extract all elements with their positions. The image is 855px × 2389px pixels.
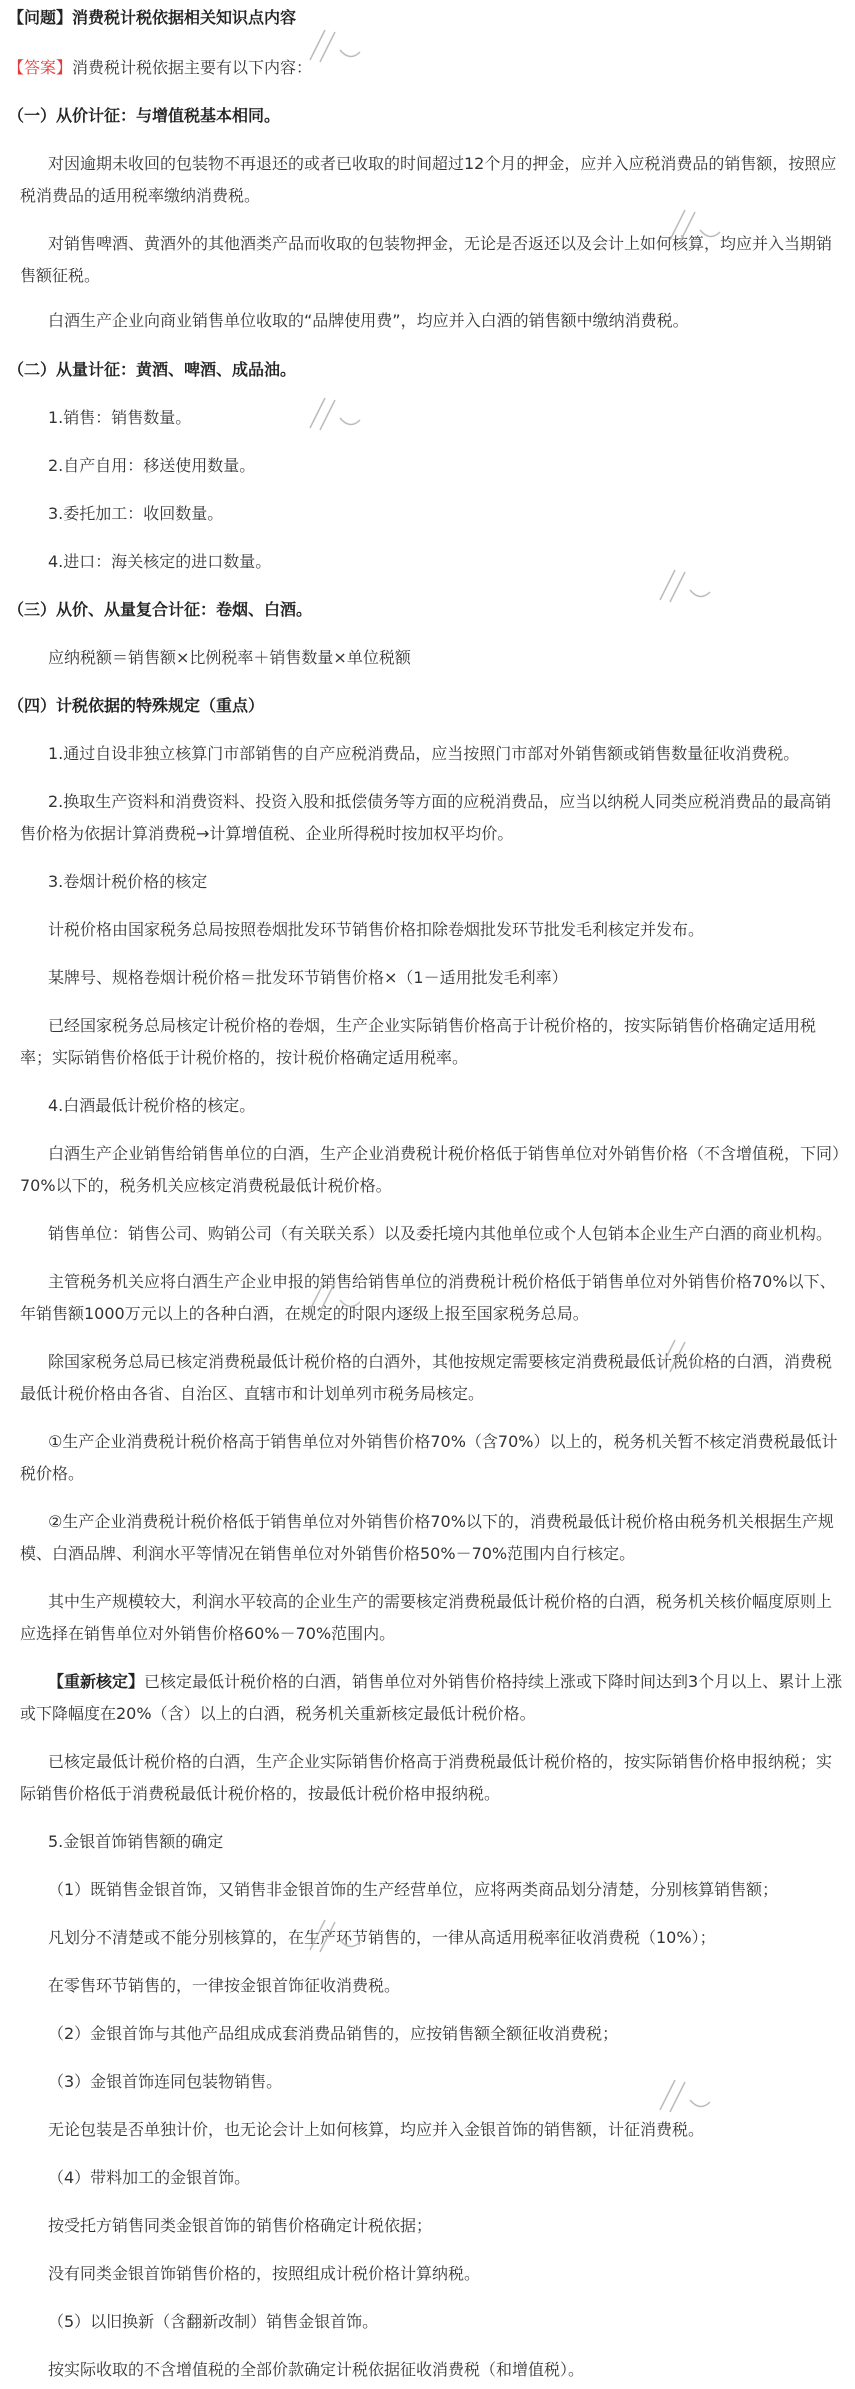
watermark-scribble-icon <box>300 1910 370 1960</box>
section-4-paragraph: 白酒生产企业销售给销售单位的白酒，生产企业消费税计税价格低于销售单位对外销售价格（不含增值税，下同）70%以下的，税务机关应核定消费税最低计税价格。 <box>20 1144 841 1195</box>
section-4-paragraph: 按实际收取的不含增值税的全部价款确定计税依据征收消费税（和增值税）。 <box>48 2360 585 2379</box>
answer-text: 消费税计税依据主要有以下内容： <box>72 58 313 77</box>
section-4-paragraph: 5.金银首饰销售额的确定 <box>48 1832 224 1851</box>
section-4-paragraph: （2）金银首饰与其他产品组成成套消费品销售的，应按销售额全额征收消费税； <box>48 2024 619 2043</box>
section-1-paragraph: 对因逾期未收回的包装物不再退还的或者已收取的时间超过12个月的押金，应并入应税消费品的销售额，按照应税消费品的适用税率缴纳消费税。 <box>20 154 837 205</box>
section-4-paragraph: ①生产企业消费税计税价格高于销售单位对外销售价格70%（含70%）以上的，税务机关暂不核定消费税最低计税价格。 <box>20 1432 838 1483</box>
section-4-paragraph: 1.通过自设非独立核算门市部销售的自产应税消费品，应当按照门市部对外销售额或销售数量征收消费税。 <box>48 744 800 763</box>
watermark-scribble-icon <box>650 2070 720 2120</box>
section-1-heading: （一）从价计征：与增值税基本相同。 <box>8 106 281 125</box>
section-4-heading: （四）计税依据的特殊规定（重点） <box>8 696 265 715</box>
section-4-paragraph: 除国家税务总局已核定消费税最低计税价格的白酒外，其他按规定需要核定消费税最低计税价格的白酒，消费税最低计税价格由各省、自治区、直辖市和计划单列市税务局核定。 <box>20 1352 833 1403</box>
section-4-paragraph: 主管税务机关应将白酒生产企业申报的销售给销售单位的消费税计税价格低于销售单位对外销售价格70%以下、年销售额1000万元以上的各种白酒，在规定的时限内逐级上报至国家税务总局。 <box>20 1272 836 1323</box>
watermark-scribble-icon <box>300 388 370 438</box>
section-4-paragraph: 在零售环节销售的，一律按金银首饰征收消费税。 <box>48 1976 401 1995</box>
re-verify-tag: 【重新核定】 <box>48 1672 145 1691</box>
re-verify-text: 已核定最低计税价格的白酒，销售单位对外销售价格持续上涨或下降时间达到3个月以上、累计上涨或下降幅度在20%（含）以上的白酒，税务机关重新核定最低计税价格。 <box>20 1672 843 1723</box>
section-4-paragraph: 已经国家税务总局核定计税价格的卷烟，生产企业实际销售价格高于计税价格的，按实际销售价格确定适用税率；实际销售价格低于计税价格的，按计税价格确定适用税率。 <box>20 1016 817 1067</box>
section-4-paragraph: 已核定最低计税价格的白酒，生产企业实际销售价格高于消费税最低计税价格的，按实际销售价格申报纳税；实际销售价格低于消费税最低计税价格的，按最低计税价格申报纳税。 <box>20 1752 833 1803</box>
watermark-scribble-icon <box>650 1330 720 1380</box>
section-4-paragraph: 销售单位：销售公司、购销公司（有关联关系）以及委托境内其他单位或个人包销本企业生产白酒的商业机构。 <box>48 1224 833 1243</box>
section-3-heading: （三）从价、从量复合计征：卷烟、白酒。 <box>8 600 313 619</box>
list-item: 2.自产自用：移送使用数量。 <box>48 456 256 475</box>
section-4-paragraph: 4.白酒最低计税价格的核定。 <box>48 1096 256 1115</box>
list-item: 3.委托加工：收回数量。 <box>48 504 224 523</box>
section-4-paragraph: 无论包装是否单独计价，也无论会计上如何核算，均应并入金银首饰的销售额，计征消费税。 <box>48 2120 705 2139</box>
section-2-heading: （二）从量计征：黄酒、啤酒、成品油。 <box>8 360 297 379</box>
section-4-paragraph: 其中生产规模较大，利润水平较高的企业生产的需要核定消费税最低计税价格的白酒，税务机关核价幅度原则上应选择在销售单位对外销售价格60%－70%范围内。 <box>20 1592 833 1643</box>
answer-line <box>8 52 847 84</box>
watermark-scribble-icon <box>300 1270 370 1320</box>
section-4-paragraph: ②生产企业消费税计税价格低于销售单位对外销售价格70%以下的，消费税最低计税价格由税务机关根据生产规模、白酒品牌、利润水平等情况在销售单位对外销售价格50%－70%范围内自行核定。 <box>20 1512 834 1563</box>
question-tag: 【问题】 <box>8 8 73 27</box>
section-4-paragraph: 3.卷烟计税价格的核定 <box>48 872 208 891</box>
question-title: 消费税计税依据相关知识点内容 <box>72 8 297 27</box>
section-1-paragraph: 对销售啤酒、黄酒外的其他酒类产品而收取的包装物押金，无论是否返还以及会计上如何核算，均应并入当期销售额征税。 <box>20 234 833 285</box>
watermark-scribble-icon <box>650 560 720 610</box>
section-4-paragraph: 2.换取生产资料和消费资料、投资入股和抵偿债务等方面的应税消费品，应当以纳税人同类应税消费品的最高销售价格为依据计算消费税→计算增值税、企业所得税时按加权平均价。 <box>20 792 832 843</box>
section-4-paragraph: （3）金银首饰连同包装物销售。 <box>48 2072 283 2091</box>
section-4-paragraph: （4）带料加工的金银首饰。 <box>48 2168 251 2187</box>
list-item: 1.销售：销售数量。 <box>48 408 192 427</box>
formula: 应纳税额＝销售额×比例税率＋销售数量×单位税额 <box>48 648 411 667</box>
watermark-scribble-icon <box>300 20 370 70</box>
section-4-paragraph: （5）以旧换新（含翻新改制）销售金银首饰。 <box>48 2312 379 2331</box>
watermark-scribble-icon <box>660 200 730 250</box>
section-4-paragraph: 计税价格由国家税务总局按照卷烟批发环节销售价格扣除卷烟批发环节批发毛利核定并发布。 <box>48 920 705 939</box>
section-4-paragraph: （1）既销售金银首饰，又销售非金银首饰的生产经营单位，应将两类商品划分清楚，分别核算销售额； <box>48 1880 779 1899</box>
section-1-paragraph: 白酒生产企业向商业销售单位收取的“品牌使用费”，均应并入白酒的销售额中缴纳消费税。 <box>48 311 689 330</box>
section-4-paragraph: 凡划分不清楚或不能分别核算的，在生产环节销售的，一律从高适用税率征收消费税（10%）； <box>48 1928 716 1947</box>
list-item: 4.进口：海关核定的进口数量。 <box>48 552 272 571</box>
answer-tag: 【答案】 <box>8 58 73 77</box>
question-line <box>8 2 847 34</box>
section-4-paragraph: 按受托方销售同类金银首饰的销售价格确定计税依据； <box>48 2216 433 2235</box>
section-4-paragraph <box>20 1666 847 1730</box>
section-4-paragraph: 某牌号、规格卷烟计税价格＝批发环节销售价格×（1－适用批发毛利率） <box>48 968 568 987</box>
section-4-paragraph: 没有同类金银首饰销售价格的，按照组成计税价格计算纳税。 <box>48 2264 481 2283</box>
